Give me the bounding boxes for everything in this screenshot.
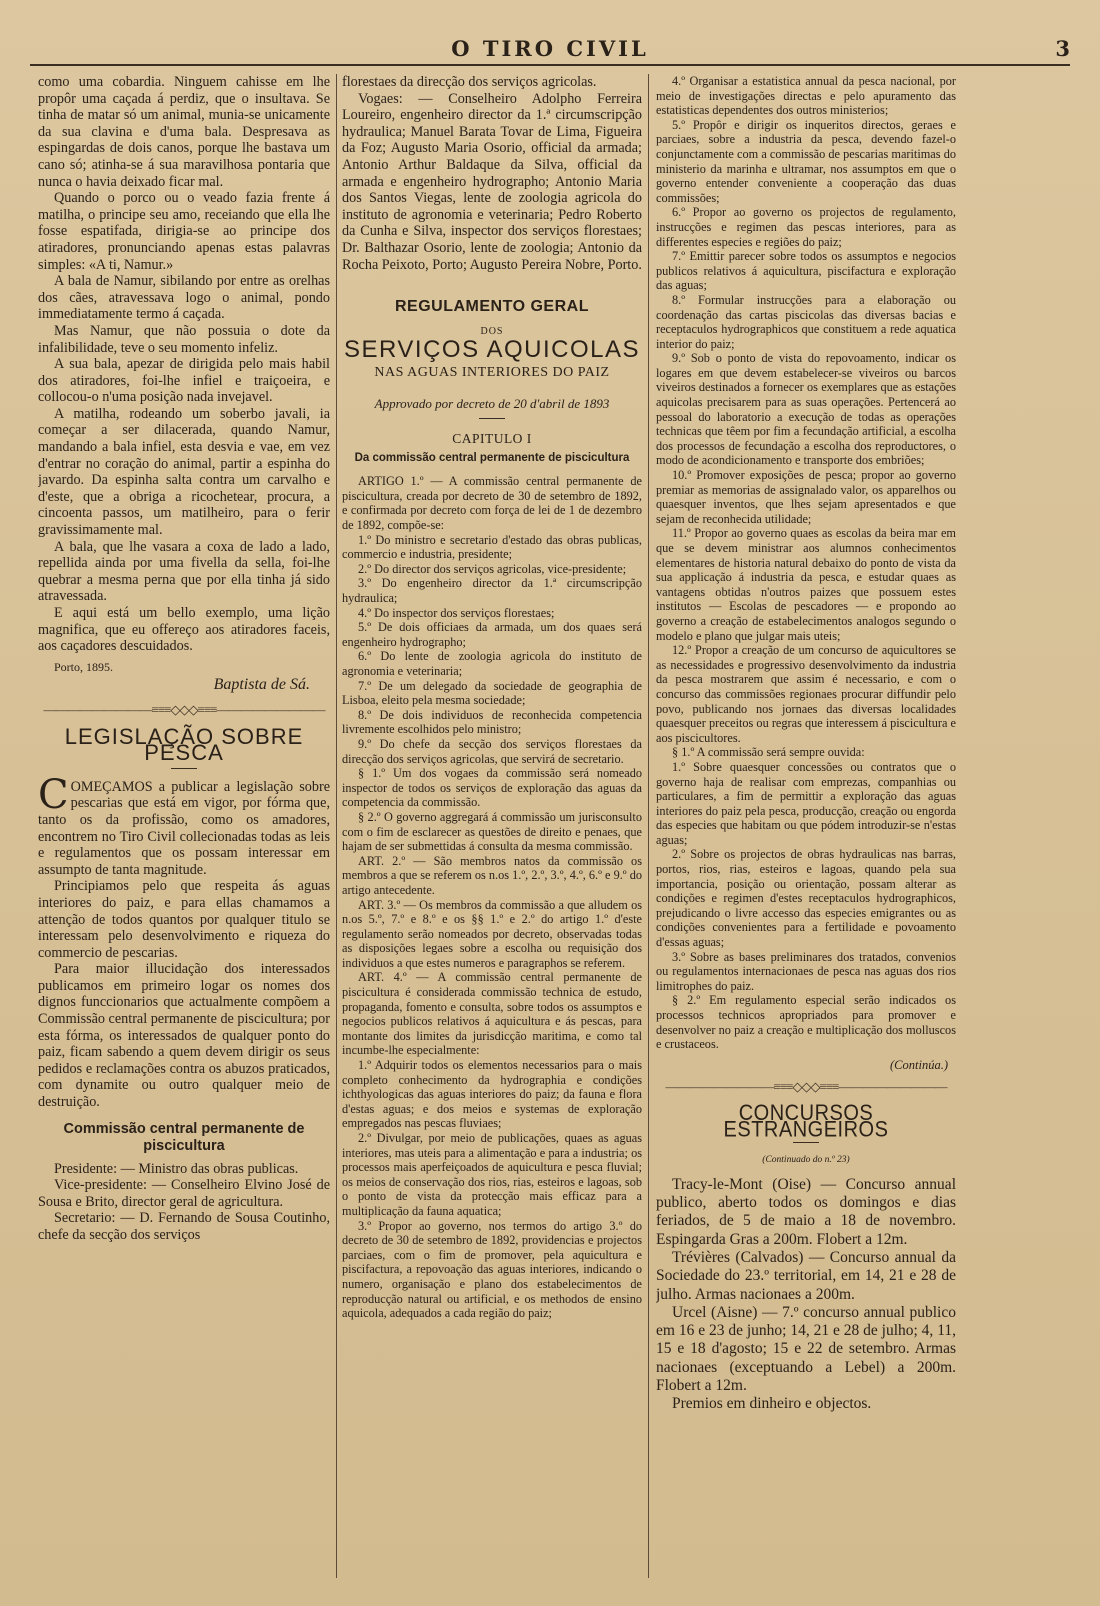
article-paragraph: 2.º Sobre os projectos de obras hydraulicas nas barras, portos, rios, rias, esteiros e lagoas, quando pela sua importancia, posição ou orientação, possam alterar as condições e regimen d'estes receptaculos hydrographicos, prejudicando o livre accesso das especies emigrantes ou as condições convenientes para a fertilidade e povoamento d'essas aguas; — [656, 847, 956, 950]
article-paragraph: ART. 3.º — Os membros da commissão a que alludem os n.os 5.º, 7.º e 8.º e os §§ 1.º e 2.º do artigo 1.º d'este regulamento serão nomeados por decreto, observadas todas as disposições legaes sobre a escolha ou requisição dos individuos a que estes numeros e paragraphos se referem. — [342, 897, 642, 970]
drop-cap: C — [38, 771, 69, 818]
article-paragraph: § 1.º A commissão será sempre ouvida: — [672, 745, 865, 760]
continua-note: (Continúa.) — [890, 1057, 948, 1072]
article-paragraph: 4.º Do inspector dos serviços florestaes; — [358, 605, 555, 620]
article-paragraph: 3.º Do engenheiro director da 1.ª circumscripção hydraulica; — [342, 576, 642, 606]
article-paragraph: 3.º Propor ao governo, nos termos do artigo 3.º do decreto de 30 de setembro de 1892, providencias e projectos parciaes, com o fim de promover, pela aquicultura e piscifactura, a repovoação das aguas interiores, indicando o numero, organisação e plano dos estabelecimentos de reproducção natural ou artificial, e os methodos de ensino aquicola, adequados a cada região do paiz; — [342, 1218, 642, 1321]
legislacao-paragraph: Para maior illucidação dos interessados publicamos em primeiro logar os nomes dos dignos funccionarios que actualmente compõem a Commissão central permanente de piscicultura; por esta fórma, os interessados de qualquer ponto do paiz, ficam sabendo a quem devem dirigir os seus pedidos e reclamações contra os abuzos praticados, com dynamite ou outro qualquer meio de destruição. — [38, 961, 330, 1111]
concurso-entry: Premios em dinheiro e objectos. — [672, 1395, 872, 1413]
article-paragraph: ART. 4.º — A commissão central permanente de piscicultura é considerada commissão technica de estudo, propaganda, fomento e consulta, sobre todos os assumptos e negocios publicos relativos á aquicultura e ás pescas, para montante dos limites da jurisdicção maritima, e como tal incumbe-lhe especialmente: — [342, 970, 642, 1058]
legislacao-paragraph: Principiamos pelo que respeita ás aguas interiores do paiz, e para ellas chamamos a attenção de todos quantos por qualquer titulo se interessam pelo desenvolvimento e riqueza do commercio de pescarias. — [38, 878, 330, 961]
concursos-body — [656, 1176, 956, 1414]
article-paragraph: 5.º Propôr e dirigir os inqueritos directos, geraes e parciaes, sobre a industria da pesca, devendo fazel-o conjunctamente com a commissão de pescarias maritimas do ministerio da marinha e ultramar, nos assumptos em que o governo entender conveniente a cooperação das duas commissões; — [656, 117, 956, 205]
article-paragraph: 1.º Sobre quaesquer concessões ou contratos que o governo haja de realisar com emprezas, companhias ou particulares, a fim de permittir a exploração das aguas interiores do paiz pela pesca, producção, creação ou engorda das especies que habitam ou que pódem introduzir-se n'estas aguas; — [656, 759, 956, 847]
heading-rule — [479, 418, 505, 419]
article-paragraph: 8.º Formular instrucções para a elaboração ou coordenação das cartas piscicolas das diversas bacias e receptaculos hydrographicos que constituem a rede aquatica interior do paiz; — [656, 292, 956, 351]
story-paragraph: como uma cobardia. Ninguem cahisse em lhe propôr uma caçada á perdiz, que o insultava. Se tinha de matar só um animal, munia-se unicamente da sua clavina e d'uma bala. Despresava as espingardas de dois canos, porque lhe bastava um cano só; atinha-se á sua maravilhosa pontaria que nunca o havia deixado ficar mal. — [38, 74, 330, 190]
continuation-text: florestaes da direcção dos serviços agricolas. — [342, 74, 597, 90]
column-divider — [336, 74, 337, 1578]
concurso-entry: Tracy-le-Mont (Oise) — Concurso annual publico, aberto todos os domingos e dias feriados, de 5 de maio a 18 de novembro. Espingarda Gras a 200m. Flobert a 12m. — [656, 1175, 956, 1248]
article-paragraph: 3.º Sobre as bases preliminares dos tratados, convenios ou regulamentos internacionaes de pesca nas aguas dos rios limitrophes do paiz. — [656, 949, 956, 993]
regulamento-main-title: SERVIÇOS AQUICOLAS — [344, 336, 640, 364]
concursos-continued-note: (Continuado do n.º 23) — [762, 1155, 850, 1166]
article-paragraph: 8.º De dois individuos de reconhecida competencia livremente escolhidos pelo ministro; — [342, 707, 642, 737]
article-paragraph: ARTIGO 1.º — A commissão central permanente de piscicultura, creada por decreto de 30 de setembro de 1892, e confirmada por decreto com força de lei de 1 de dezembro de 1892, compõe-se: — [342, 474, 642, 533]
article-paragraph: § 2.º O governo aggregará á commissão um jurisconsulto com o fim de esclarecer as questões de direito e penaes, que hajam de ser submettidas á consulta da mesma commissão. — [342, 809, 642, 854]
article-paragraph: 6.º Do lente de zoologia agricola do instituto de agronomia e veterinaria; — [342, 649, 642, 678]
author-signature: Baptista de Sá. — [213, 676, 310, 694]
regulamento-continued — [656, 74, 956, 1052]
legislacao-paragraph — [38, 771, 330, 879]
legislacao-body — [38, 771, 330, 1111]
place-date: Porto, 1895. — [54, 659, 114, 674]
article-paragraph: 10.º Promover exposições de pesca; propor ao governo premiar as memorias de assignalado valor, os apparelhos ou quaesquer inventos, que lhes sejam apresentados e que sejam de reconhecida utilidade; — [656, 468, 956, 526]
capitulo-heading: CAPITULO I — [452, 431, 532, 447]
story-paragraph: A bala de Namur, sibilando por entre as orelhas dos cães, atravessava logo o animal, pondo immediatamente termo á caçada. — [38, 273, 330, 323]
page-header — [30, 34, 1070, 66]
section-divider-ornament: —————————≡≡≡◇◇◇≡≡≡————————— — [43, 701, 325, 717]
regulamento-title: REGULAMENTO GERAL — [395, 298, 589, 316]
story-paragraph: Quando o porco ou o veado fazia frente á matilha, o principe seu amo, receiando que ella lhe fosse espatifada, dirigia-se ao principe dos atiradores, pronunciando apenas estas palavras simples: «A ti, Namur.» — [38, 190, 330, 273]
article-paragraph: 1.º Adquirir todos os elementos necessarios para o mais completo conhecimento da hydrographia e condições ichthyologicas das aguas interiores do paiz; da fauna e flora d'estas aguas; e dos meios e systemas de exploração empregados nas pescas fluviaes; — [342, 1058, 642, 1131]
article-paragraph: 11.º Propor ao governo quaes as escolas da beira mar em que se devem ministrar aos alumnos conhecimentos elementares de historia natural debaixo do ponto de vista da sua applicação á industria da pesca, e estudar quaes as vantagens obtidas n'outros paizes que possuem estes institutos — Escolas de pescadores — e propondo ao governo a creação de estabelecimentos analogos segundo o modelo e plano que julgar mais uteis; — [656, 526, 956, 643]
secretario-line: Secretario: — D. Fernando de Sousa Coutinho, chefe da secção dos serviços — [38, 1210, 330, 1243]
article-paragraph: 1.º Do ministro e secretario d'estado das obras publicas, commercio e industria, presidente; — [342, 532, 642, 562]
column-2 — [342, 74, 642, 1586]
article-paragraph: 2.º Divulgar, por meio de publicações, quaes as aguas interiores, mas uteis para a alimentação e para a industria; os processos mais aperfeiçoados de aquicultura e pesca fluvial; os meios de conservação dos rios, rias, esteiros e lagoas, sob o ponto de vista da protecção mais efficaz para a multiplicação da fauna aquatica; — [342, 1131, 642, 1218]
page-number: 3 — [1055, 36, 1070, 61]
regulamento-body — [342, 474, 642, 1320]
story-paragraph: A sua bala, apezar de dirigida pelo mais habil dos atiradores, foi-lhe infiel e traiçoeira, e collocou-o n'uma posição nada invejavel. — [38, 356, 330, 406]
approval-line: Approvado por decreto de 20 d'abril de 1893 — [374, 395, 610, 411]
article-paragraph: 5.º De dois officiaes da armada, um dos quaes será engenheiro hydrographo; — [342, 620, 642, 649]
vogaes-paragraph: Vogaes: — Conselheiro Adolpho Ferreira Loureiro, engenheiro director da 1.ª circumscripção hydraulica; Manuel Barata Tovar de Lima, Figueira da Foz; Augusto Maria Osorio, official da armada; Antonio Arthur Baldaque da Silva, official da armada e engenheiro hydrographo; Antonio Maria dos Santos Viegas, lente de zoologia agricola do instituto de agronomia e veterinaria; Pedro Roberto da Cunha e Silva, inspector dos serviços florestaes; Dr. Balthazar Osorio, lente de zoologia; Antonio da Rocha Peixoto, Porto; Augusto Pereira Nobre, Porto. — [342, 90, 642, 273]
column-1 — [38, 74, 330, 1586]
article-paragraph: 12.º Propor a creação de um concurso de aquicultores se as necessidades e progressivo desenvolvimento da industria da pesca mostrarem que assim é necessario, e com o concurso das commissões regionaes procurar diffundir pelo povo, publicando nos jornaes das diversas localidades quaesquer preceitos ou regras que interessem á piscicultura e aos piscicultores. — [656, 643, 956, 745]
presidente-line: Presidente: — Ministro das obras publicas. — [54, 1160, 299, 1177]
column-divider — [648, 74, 649, 1578]
article-paragraph: § 1.º Um dos vogaes da commissão será nomeado inspector de todos os serviços de exploração das aguas da competencia da commissão. — [342, 766, 642, 810]
article-paragraph: 7.º Emittir parecer sobre todos os assumptos e negocios publicos relativos á aquicultura, piscifactura e exploração das aguas; — [656, 249, 956, 293]
story-paragraph: A bala, que lhe vasara a coxa de lado a lado, repellida ainda por uma fivella da sella, foi-lhe quebrar a mesma perna que por ella tinha já sido atravessada. — [38, 538, 330, 605]
article-paragraph: 6.º Propor ao governo os projectos de regulamento, instrucções e regimen das pescas interiores, para as differentes especies e regiões do paiz; — [656, 205, 956, 249]
heading-rule — [171, 768, 197, 769]
regulamento-subtitle: NAS AGUAS INTERIORES DO PAIZ — [374, 364, 610, 380]
heading-rule — [793, 1142, 819, 1143]
article-paragraph: ART. 2.º — São membros natos da commissão os membros a que se referem os n.os 1.º, 2.º, 3.º, 4.º, 6.º e 9.º do artigo antecedente. — [342, 853, 642, 897]
section-divider-ornament: —————————≡≡≡◇◇◇≡≡≡————————— — [665, 1080, 947, 1095]
article-paragraph: 9.º Sob o ponto de vista do repovoamento, indicar os logares em que devem estabelecer-se viveiros ou barcos viveiros destinados a fornecer os exemplares que as estações aquicolas precisarem para as suas operações. Pertencerá ao pessoal do laboratorio a execução de todas as operações technicas que têem por fim a fecundação artificial, a escolha dos processos de fecundação a escolha dos reproductores, o modo de acondicionamento e transporte dos embriões; — [656, 351, 956, 468]
story-body — [38, 74, 330, 655]
concursos-heading: CONCURSOS ESTRANGEIROS — [723, 1100, 889, 1142]
legislacao-heading: LEGISLAÇÃO SOBRE PESCA — [64, 723, 304, 766]
capitulo-subheading: Da commissão central permanente de piscicultura — [354, 451, 630, 464]
article-paragraph: 2.º Do director dos serviços agricolas, vice-presidente; — [358, 561, 627, 576]
article-paragraph: 4.º Organisar a estatistica annual da pesca nacional, por meio de investigações directas e pelo apuramento das estatisticas dependentes dos outros ministerios; — [656, 74, 956, 118]
regulamento-dos: DOS — [480, 325, 504, 337]
story-paragraph: A matilha, rodeando um soberbo javali, ia começar a ser dilacerada, quando Namur, mandando a bala infiel, esta desvia e vae, em vez d'entrar no coração do animal, partir a espinha do javardo. Da espinha salta contra um carvalho e d'este, que a obriga a ricochetear, procura, a cincoenta passos, um matilheiro, para o ferir gravissimamente mal. — [38, 405, 330, 539]
article-paragraph: § 2.º Em regulamento especial serão indicados os processos technicos apropriados para promover e desenvolver no paiz a creação e multiplicação dos molluscos e crustaceos. — [656, 993, 956, 1052]
newspaper-title: O TIRO CIVIL — [451, 36, 649, 61]
story-paragraph: Mas Namur, que não possuia o dote da infalibilidade, teve o seu momento infeliz. — [38, 322, 330, 356]
article-paragraph: 7.º De um delegado da sociedade de geographia de Lisboa, eleito pela mesma sociedade; — [342, 678, 642, 708]
vice-presidente-line: Vice-presidente: — Conselheiro Elvino José de Sousa e Brito, director geral de agricultura. — [38, 1177, 330, 1210]
column-3 — [656, 74, 956, 1586]
article-paragraph: 9.º Do chefe da secção dos serviços florestaes da direcção dos serviços agricolas, que servirá de secretario. — [342, 736, 642, 766]
concurso-entry: Urcel (Aisne) — 7.º concurso annual publico em 16 e 23 de junho; 14, 21 e 28 de julho; 4, 11, 15 e 18 d'agosto; 15 e 22 de setembro. Armas nacionaes (exceptuando a Lebel) a 200m. Flobert a 12m. — [656, 1303, 956, 1395]
concurso-entry: Trévières (Calvados) — Concurso annual da Sociedade do 23.º territorial, em 14, 21 e 28 de julho. Armas nacionaes a 200m. — [656, 1248, 956, 1303]
legislacao-first-text: OMEÇAMOS a publicar a legislação sobre pescarias que está em vigor, por fórma que, tanto os da profissão, como os amadores, encontrem no Tiro Civil collecionadas todas as leis e regulamentos que os possam interessar em assumpto de tanta magnitude. — [38, 778, 330, 878]
commissao-heading: Commissão central permanente de piscicultura — [63, 1120, 305, 1154]
story-paragraph: E aqui está um bello exemplo, uma lição magnifica, que eu offereço aos atiradores faceis, aos caçadores descuidados. — [38, 605, 330, 655]
